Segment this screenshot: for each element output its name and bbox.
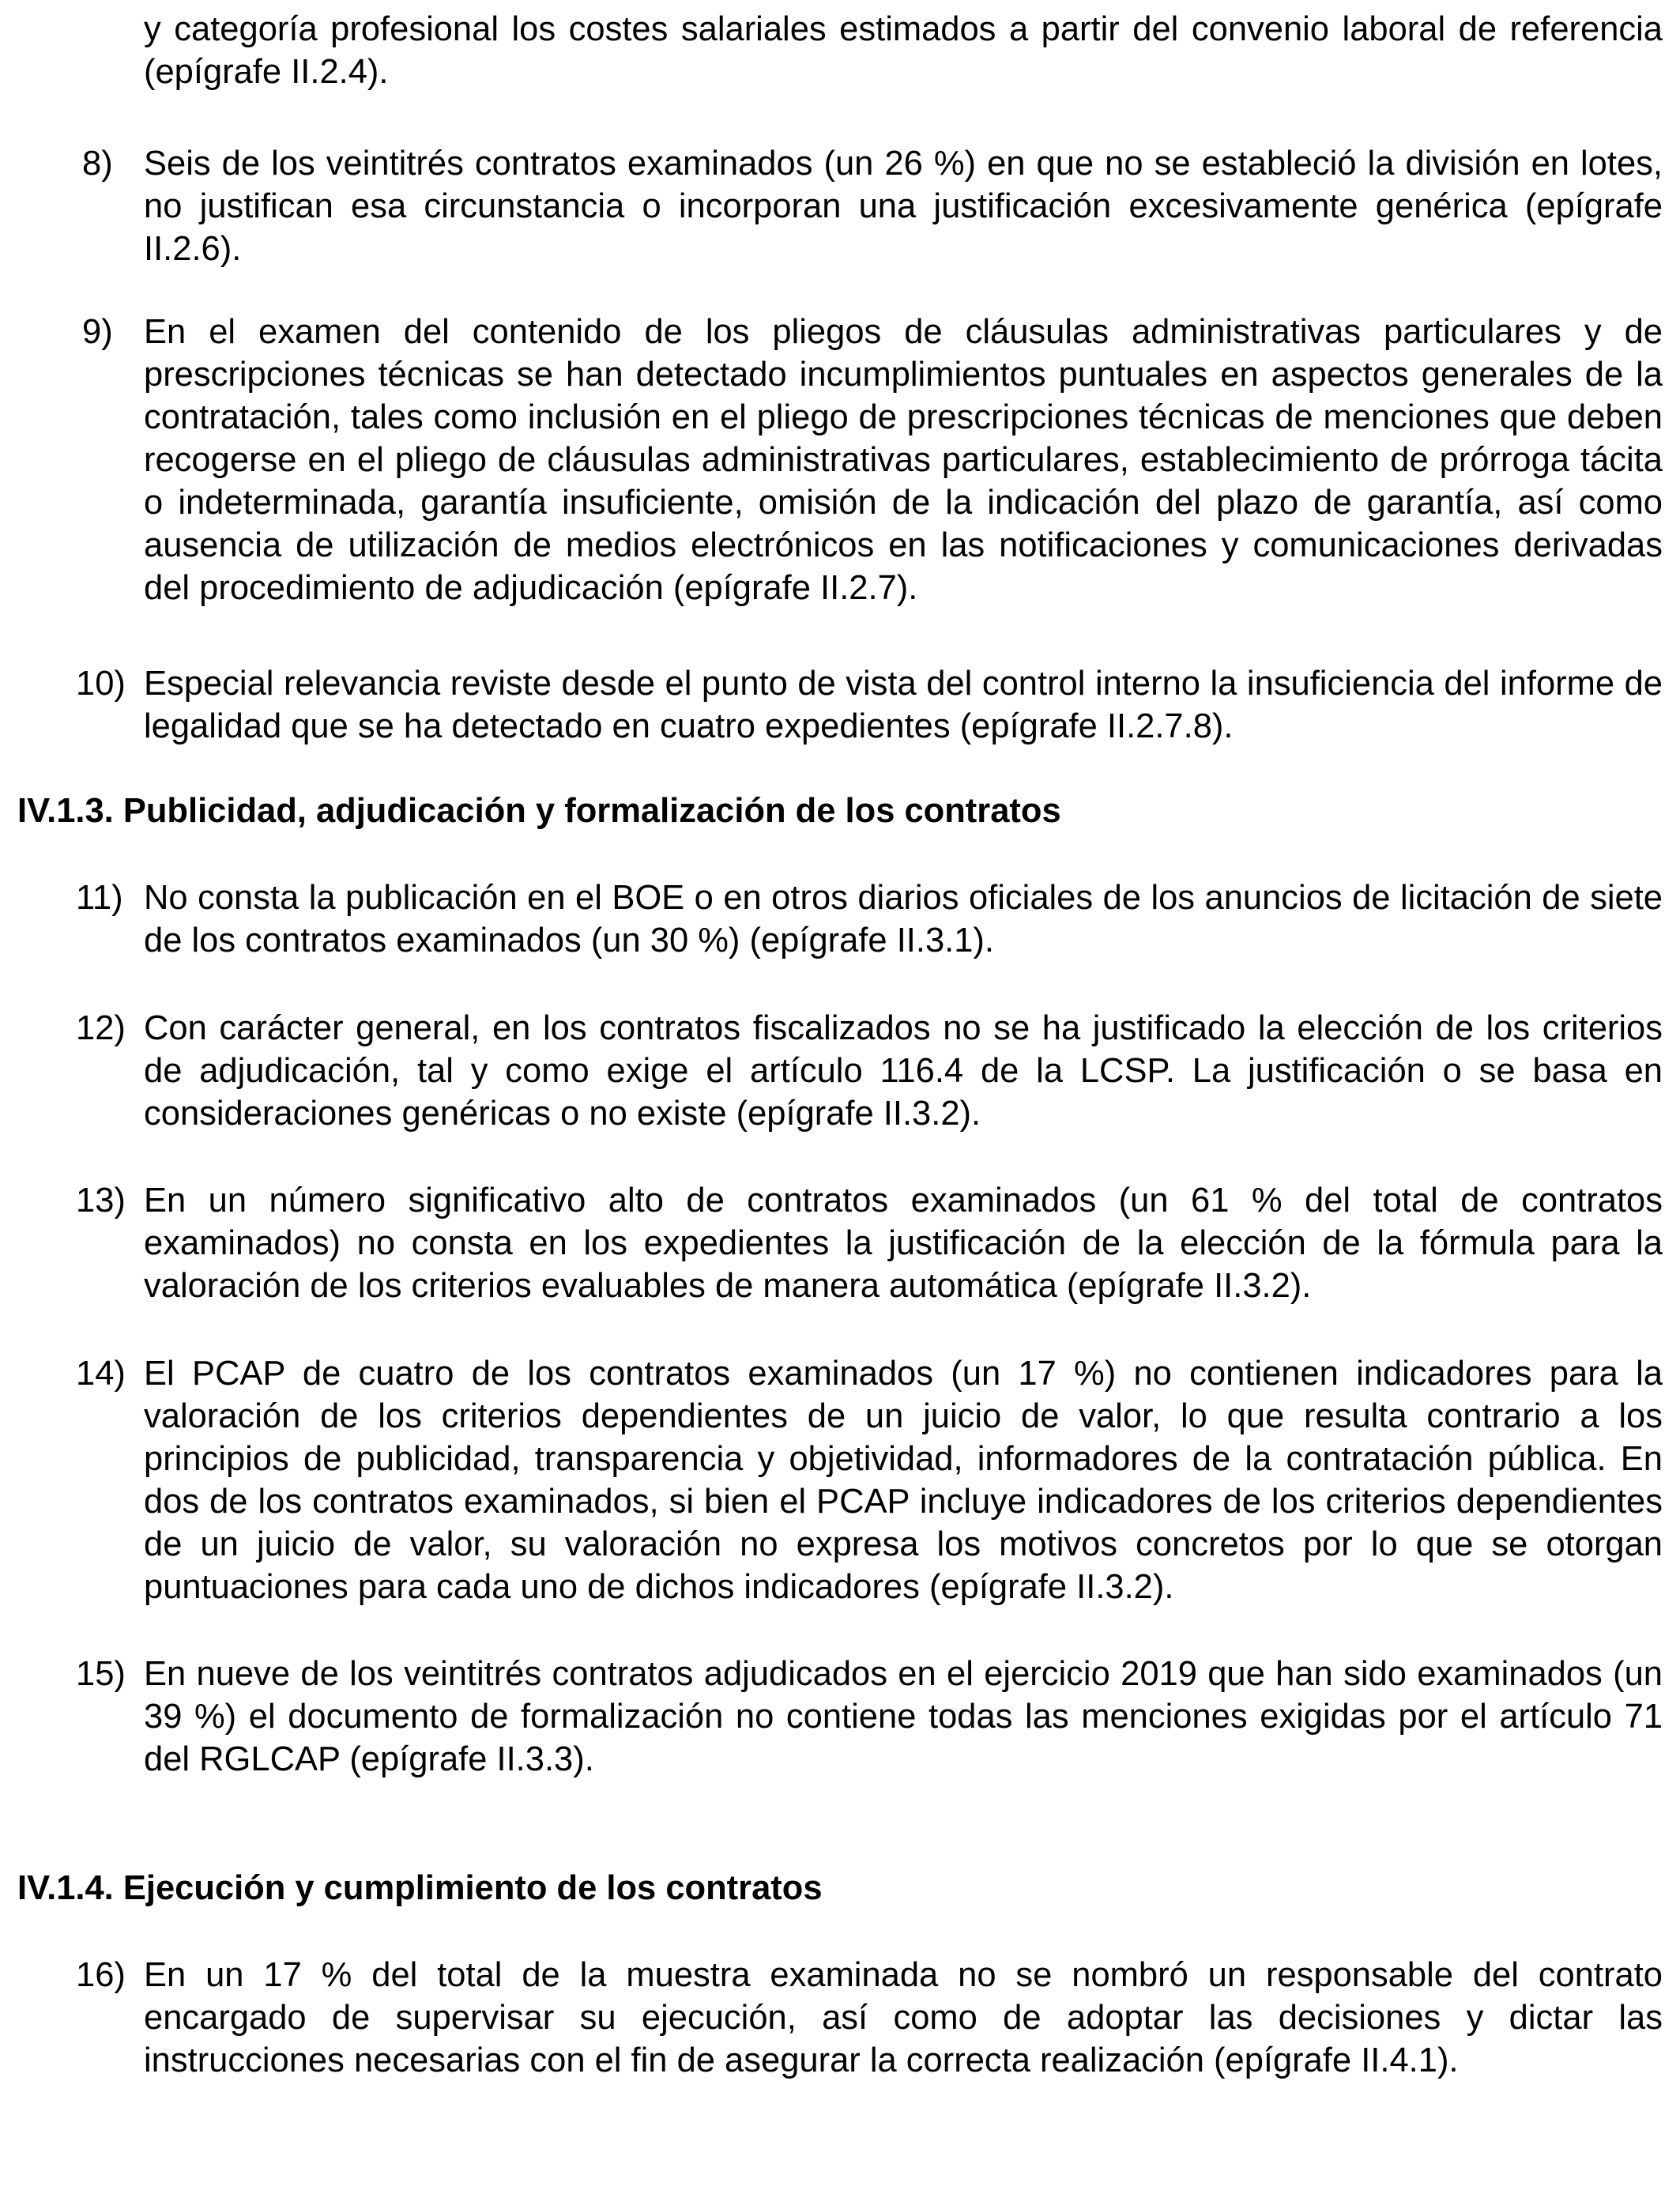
list-item-text: No consta la publicación en el BOE o en otros diarios oficiales de los anuncios de licitación de siete de los contratos examinados (un 30 %) (epígrafe II.3.1). [144,879,1663,959]
continuation-paragraph: y categoría profesional los costes salariales estimados a partir del convenio laboral de referencia (epígrafe II.2.4). [144,10,1663,91]
list-item-14 [76,1352,1663,1608]
list-item-8 [76,142,1663,270]
list-item-number: 13) [76,1182,126,1220]
list-item-number: 11) [76,879,123,917]
list-item-number: 9) [82,313,113,351]
list-item-11 [76,876,1663,962]
list-item-number: 10) [76,665,126,703]
list-item-text: Especial relevancia reviste desde el punto de vista del control interno la insuficiencia del informe de legalidad que se ha detectado en cuatro expedientes (epígrafe II.2.7.8). [144,665,1663,745]
list-item-text: En un número significativo alto de contratos examinados (un 61 % del total de contratos examinados) no consta en los expedientes la justificación de la elección de la fórmula para la valoración de los criterios evaluables de manera automática (epígrafe II.3.2). [144,1182,1663,1305]
list-item-number: 15) [76,1655,126,1693]
list-item-16 [76,1954,1663,2082]
section-heading-iv-1-3 [17,790,1061,832]
list-item-9 [76,311,1663,609]
list-item-text: El PCAP de cuatro de los contratos examinados (un 17 %) no contienen indicadores para la valoración de los criterios dependientes de un juicio de valor, lo que resulta contrario a los principios de publicidad, transparencia y objetividad, informadores de la contratación pública. En dos de los contratos examinados, si bien el PCAP incluye indicadores de los criterios dependientes de un juicio de valor, su valoración no expresa los motivos concretos por lo que se otorgan puntuaciones para cada uno de dichos indicadores (epígrafe II.3.2). [144,1355,1663,1606]
list-item-text: Con carácter general, en los contratos fiscalizados no se ha justificado la elección de los criterios de adjudicación, tal y como exige el artículo 116.4 de la LCSP. La justificación o se basa en consideraciones genéricas o no existe (epígrafe II.3.2). [144,1009,1663,1133]
list-item-text: En nueve de los veintitrés contratos adjudicados en el ejercicio 2019 que han sido examinados (un 39 %) el documento de formalización no contiene todas las menciones exigidas por el artículo 71 del RGLCAP (epígrafe II.3.3). [144,1655,1663,1778]
list-item-13 [76,1179,1663,1307]
list-item-number: 8) [82,145,113,183]
section-number: IV.1.4. [17,1869,114,1907]
section-number: IV.1.3. [17,792,114,830]
section-title: Ejecución y cumplimiento de los contratos [122,1869,823,1907]
list-item-text: En un 17 % del total de la muestra examinada no se nombró un responsable del contrato encargado de supervisar su ejecución, así como de adoptar las decisiones y dictar las instrucciones necesarias con el fin de asegurar la correcta realización (epígrafe II.4.1). [144,1956,1663,2079]
list-item-12 [76,1007,1663,1135]
list-item-10 [76,662,1663,748]
list-item-15 [76,1653,1663,1781]
list-item-number: 12) [76,1009,126,1047]
list-item-text: Seis de los veintitrés contratos examinados (un 26 %) en que no se estableció la división en lotes, no justifican esa circunstancia o incorporan una justificación excesivamente genérica (epígrafe II.2.6). [144,145,1663,268]
list-item-text: En el examen del contenido de los pliegos de cláusulas administrativas particulares y de prescripciones técnicas se han detectado incumplimientos puntuales en aspectos generales de la contratación, tales como inclusión en el pliego de prescripciones técnicas de menciones que deben recogerse en el pliego de cláusulas administrativas particulares, establecimiento de prórroga tácita o indeterminada, garantía insuficiente, omisión de la indicación del plazo de garantía, así como ausencia de utilización de medios electrónicos en las notificaciones y comunicaciones derivadas del procedimiento de adjudicación (epígrafe II.2.7). [144,313,1663,607]
section-title: Publicidad, adjudicación y formalización de los contratos [122,792,1061,830]
section-heading-iv-1-4 [17,1867,823,1909]
list-item-number: 16) [76,1956,126,1994]
list-item-number: 14) [76,1355,126,1393]
